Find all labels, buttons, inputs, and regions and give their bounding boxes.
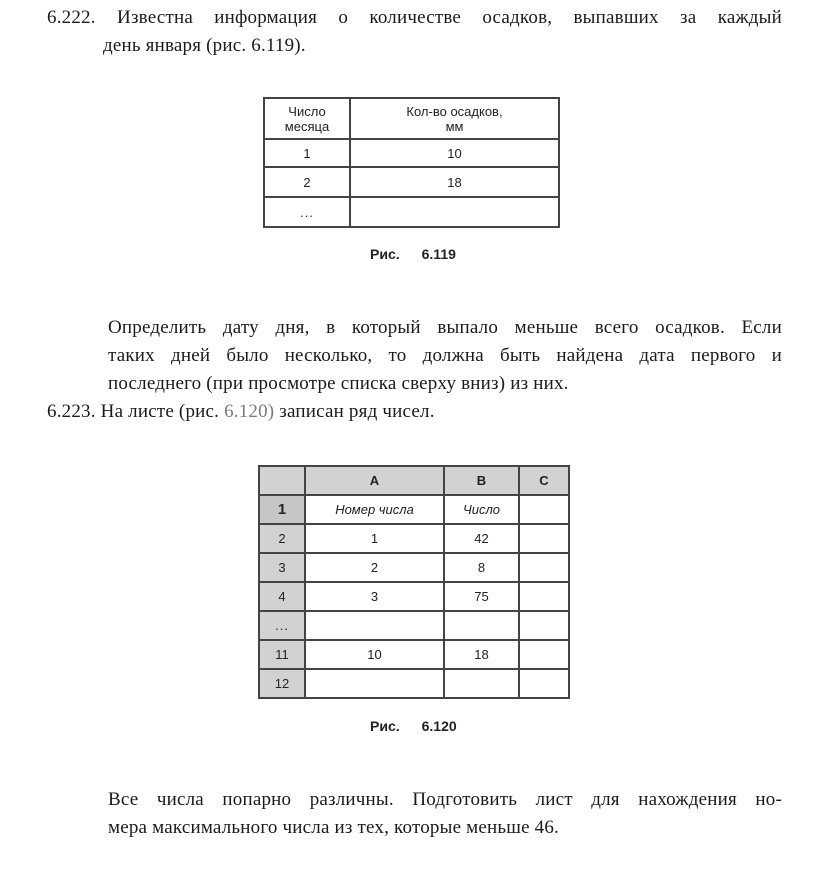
problem-6223-text-before: На листе (рис. (100, 401, 220, 422)
task-line: Все числа попарно различны. Подготовить лист для нахождения но- (108, 789, 782, 810)
cell-day: 1 (264, 139, 350, 167)
sheet-corner (259, 466, 305, 495)
cell-b (444, 669, 519, 698)
task-line: таких дней было несколько, то должна быть найдена дата первого и (108, 345, 782, 366)
sheet-row (259, 582, 569, 611)
cell-c (519, 669, 569, 698)
figure-caption-6119 (370, 246, 456, 262)
cell-b: 8 (444, 553, 519, 582)
table-row (264, 139, 559, 167)
cell-b: Число (444, 495, 519, 524)
problem-6222-line1 (47, 4, 782, 32)
problem-6223-text-after: записан ряд чисел. (279, 401, 435, 422)
cell-a: 2 (305, 553, 444, 582)
row-header: 4 (259, 582, 305, 611)
cell-a (305, 669, 444, 698)
cell-b: 42 (444, 524, 519, 553)
sheet-row (259, 611, 569, 640)
table-row (264, 167, 559, 197)
cell-c (519, 495, 569, 524)
header-precip-line2: мм (445, 118, 464, 134)
task-line: мера максимального числа из тех, которые меньше 46. (108, 817, 560, 838)
problem-6222-number: 6.222. (47, 7, 96, 28)
cell-c (519, 582, 569, 611)
cell-a: 3 (305, 582, 444, 611)
figure-caption-6120 (370, 718, 457, 734)
problem-6222-task (108, 314, 782, 398)
cell-a: Номер числа (305, 495, 444, 524)
cell-b: 18 (444, 640, 519, 669)
problem-6223-intro (47, 398, 782, 426)
cell-precip: 18 (350, 167, 559, 197)
caption-number: 6.119 (421, 246, 456, 262)
cell-a: 10 (305, 640, 444, 669)
cell-b: 75 (444, 582, 519, 611)
row-header: 11 (259, 640, 305, 669)
cell-c (519, 640, 569, 669)
caption-prefix: Рис. (370, 246, 400, 262)
row-header: 12 (259, 669, 305, 698)
sheet-row (259, 524, 569, 553)
sheet-row (259, 669, 569, 698)
cell-c (519, 524, 569, 553)
header-precip (350, 98, 559, 139)
header-day-line2: месяца (284, 118, 330, 134)
spreadsheet (258, 465, 570, 699)
row-header-ellipsis: ... (259, 611, 305, 640)
header-day (264, 98, 350, 139)
cell-a (305, 611, 444, 640)
precipitation-table (263, 97, 560, 228)
cell-c (519, 611, 569, 640)
table-row (264, 197, 559, 227)
sheet-row (259, 640, 569, 669)
figure-ref-link: 6.120) (224, 401, 275, 422)
row-header: 3 (259, 553, 305, 582)
cell-day: 2 (264, 167, 350, 197)
cell-c (519, 553, 569, 582)
caption-number: 6.120 (421, 718, 457, 734)
header-day-line1: Число (288, 103, 326, 119)
problem-6223-line (47, 398, 782, 426)
problem-6223-number: 6.223. (47, 401, 96, 422)
cell-precip (350, 197, 559, 227)
task-line: последнего (при просмотре списка сверху вниз) из них. (108, 373, 569, 394)
column-header-b: B (444, 466, 519, 495)
problem-6222-text-line1: Известна информация о количестве осадков, выпавших за каждый (117, 7, 783, 28)
sheet-row (259, 553, 569, 582)
header-precip-line1: Кол-во осадков, (406, 103, 503, 119)
caption-prefix: Рис. (370, 718, 400, 734)
cell-precip: 10 (350, 139, 559, 167)
task-line: Определить дату дня, в который выпало меньше всего осадков. Если (108, 317, 782, 338)
cell-day-ellipsis: ... (264, 197, 350, 227)
problem-6222-intro (47, 4, 782, 60)
column-header-a: A (305, 466, 444, 495)
row-header: 2 (259, 524, 305, 553)
row-header: 1 (259, 495, 305, 524)
column-header-c: C (519, 466, 569, 495)
cell-b (444, 611, 519, 640)
cell-a: 1 (305, 524, 444, 553)
problem-6222-line2: день января (рис. 6.119). (103, 35, 306, 56)
problem-6223-task (108, 786, 782, 842)
sheet-row (259, 495, 569, 524)
